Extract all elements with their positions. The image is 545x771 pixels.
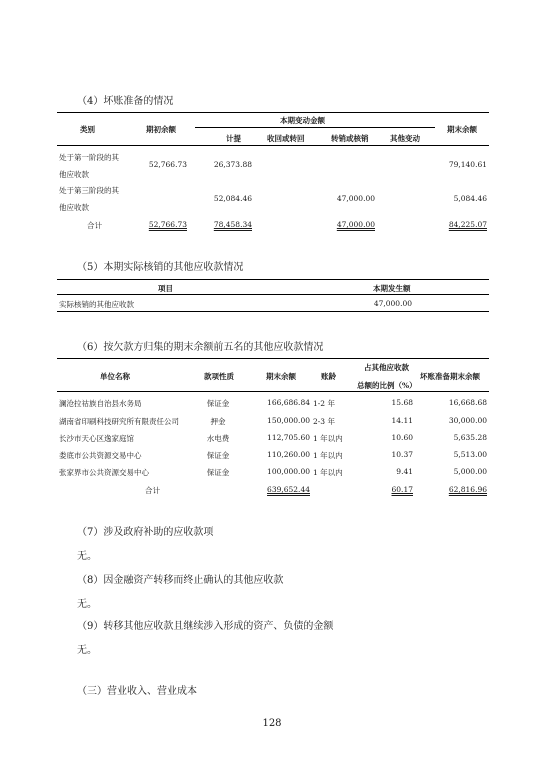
table4-total-closing: 84,225.07	[448, 220, 487, 229]
table6-row2-ratio: 14.11	[391, 416, 413, 425]
table4-head-opening: 期初余额	[146, 125, 176, 134]
table6-total-closing: 639,652.44	[267, 485, 310, 494]
section-9-body: 无。	[77, 645, 97, 656]
table6-row1-ratio: 15.68	[391, 398, 413, 407]
table6-row2-age: 2-3 年	[313, 417, 335, 426]
table6-row3-nature: 水电费	[206, 434, 230, 443]
section-7-title: （7）涉及政府补助的应收款项	[77, 527, 214, 538]
page-number: 128	[262, 718, 282, 729]
table5-head-amount: 本期发生额	[373, 284, 411, 293]
table4-sub-rule	[195, 127, 435, 128]
section-8-title: （8）因金融资产转移而终止确认的其他应收款	[77, 575, 284, 586]
table4-row1-opening: 52,766.73	[148, 160, 187, 169]
table6-total-label: 合计	[145, 486, 160, 495]
section-3-title: （三）营业收入、营业成本	[77, 686, 197, 697]
table6-row3-provision: 5,635.28	[453, 433, 487, 442]
table5-row-item: 实际核销的其他应收款	[59, 300, 134, 309]
table4-head-accrue: 计提	[226, 134, 241, 143]
section-9-title: （9）转移其他应收款且继续涉入形成的资产、负债的金额	[77, 621, 334, 632]
table6-row1-closing: 166,686.84	[267, 398, 310, 407]
table4-row1-label-b: 他应收款	[59, 170, 89, 179]
table6-head-age: 账龄	[321, 372, 336, 381]
table6-row5-nature: 保证金	[206, 468, 230, 477]
table6-row5-age: 1 年以内	[313, 468, 343, 477]
table4-row2-label-b: 他应收款	[59, 203, 89, 212]
table4-head-recover: 收回或转回	[267, 134, 305, 143]
table6-row4-unit: 娄底市公共资源交易中心	[59, 451, 142, 460]
table6-total-ratio: 60.17	[391, 485, 413, 494]
table4-row2-label-a: 处于第三阶段的其	[59, 186, 119, 195]
table4-total-label: 合计	[87, 221, 102, 230]
section-4-title: （4）坏账准备的情况	[77, 96, 174, 107]
table4-total-writeoff: 47,000.00	[336, 220, 375, 229]
table6-row3-ratio: 10.60	[391, 433, 413, 442]
table4-head-writeoff: 转销或核销	[331, 134, 369, 143]
table4-row2-writeoff: 47,000.00	[336, 194, 375, 203]
table6-row2-nature: 押金	[210, 417, 226, 426]
table6-row2-unit: 湖南省印刷科技研究所有限责任公司	[59, 417, 179, 426]
table5-top-rule	[57, 279, 489, 280]
table6-row2-provision: 30,000.00	[448, 416, 487, 425]
section-7-body: 无。	[77, 551, 97, 562]
table6-row4-provision: 5,513.00	[453, 450, 487, 459]
table6-top-rule	[57, 358, 489, 359]
table5-bottom-rule	[57, 311, 489, 312]
table6-row5-closing: 100,000.00	[267, 467, 310, 476]
table5-row-amount: 47,000.00	[373, 299, 412, 308]
table4-total-accrue: 78,458.34	[213, 220, 252, 229]
table6-row4-nature: 保证金	[206, 451, 230, 460]
section-6-title: （6）按欠款方归集的期末余额前五名的其他应收款情况	[77, 342, 324, 353]
table5-head-item: 项目	[158, 284, 173, 293]
table4-row1-closing: 79,140.61	[448, 160, 487, 169]
table6-row1-unit: 澜沧拉祜族自治县水务局	[59, 399, 142, 408]
table6-head-nature: 款项性质	[204, 372, 234, 381]
table6-row3-unit: 长沙市天心区逸家庭馆	[59, 434, 134, 443]
table6-row4-ratio: 10.37	[391, 450, 413, 459]
table6-head-ratio-a: 占其他应收款	[364, 363, 409, 372]
table6-row1-nature: 保证金	[206, 399, 230, 408]
section-8-body: 无。	[77, 599, 97, 610]
table6-row5-ratio: 9.41	[396, 467, 413, 476]
table6-head-rule	[57, 391, 489, 392]
table6-row4-age: 1 年以内	[313, 451, 343, 460]
table5-head-rule	[57, 294, 489, 295]
table6-row2-closing: 150,000.00	[267, 416, 310, 425]
table6-head-provision: 坏账准备期末余额	[420, 372, 480, 381]
table4-row2-closing: 5,084.46	[453, 194, 487, 203]
table4-head-closing: 期末余额	[447, 125, 477, 134]
table6-head-closing: 期末余额	[266, 372, 296, 381]
table6-row3-age: 1 年以内	[313, 434, 343, 443]
table6-head-unit: 单位名称	[100, 372, 130, 381]
table4-head-rule	[57, 145, 489, 146]
table6-row4-closing: 110,260.00	[267, 450, 310, 459]
table6-row3-closing: 112,705.60	[267, 433, 310, 442]
table6-head-ratio-b: 总额的比例（%）	[357, 381, 417, 390]
table4-top-rule	[57, 112, 489, 113]
table6-row5-provision: 5,000.00	[453, 467, 487, 476]
table4-row1-accrue: 26,373.88	[213, 160, 252, 169]
table4-head-change: 本期变动金额	[280, 116, 325, 125]
table4-head-other: 其他变动	[390, 134, 420, 143]
table6-row1-age: 1-2 年	[313, 399, 335, 408]
table4-row1-label-a: 处于第一阶段的其	[59, 153, 119, 162]
table6-total-provision: 62,816.96	[448, 485, 487, 494]
table4-total-opening: 52,766.73	[148, 220, 187, 229]
table4-head-category: 类别	[80, 125, 95, 134]
section-5-title: （5）本期实际核销的其他应收款情况	[77, 262, 244, 273]
table6-row1-provision: 16,668.68	[448, 398, 487, 407]
table4-row2-accrue: 52,084.46	[213, 194, 252, 203]
table6-row5-unit: 张家界市公共资源交易中心	[59, 468, 149, 477]
